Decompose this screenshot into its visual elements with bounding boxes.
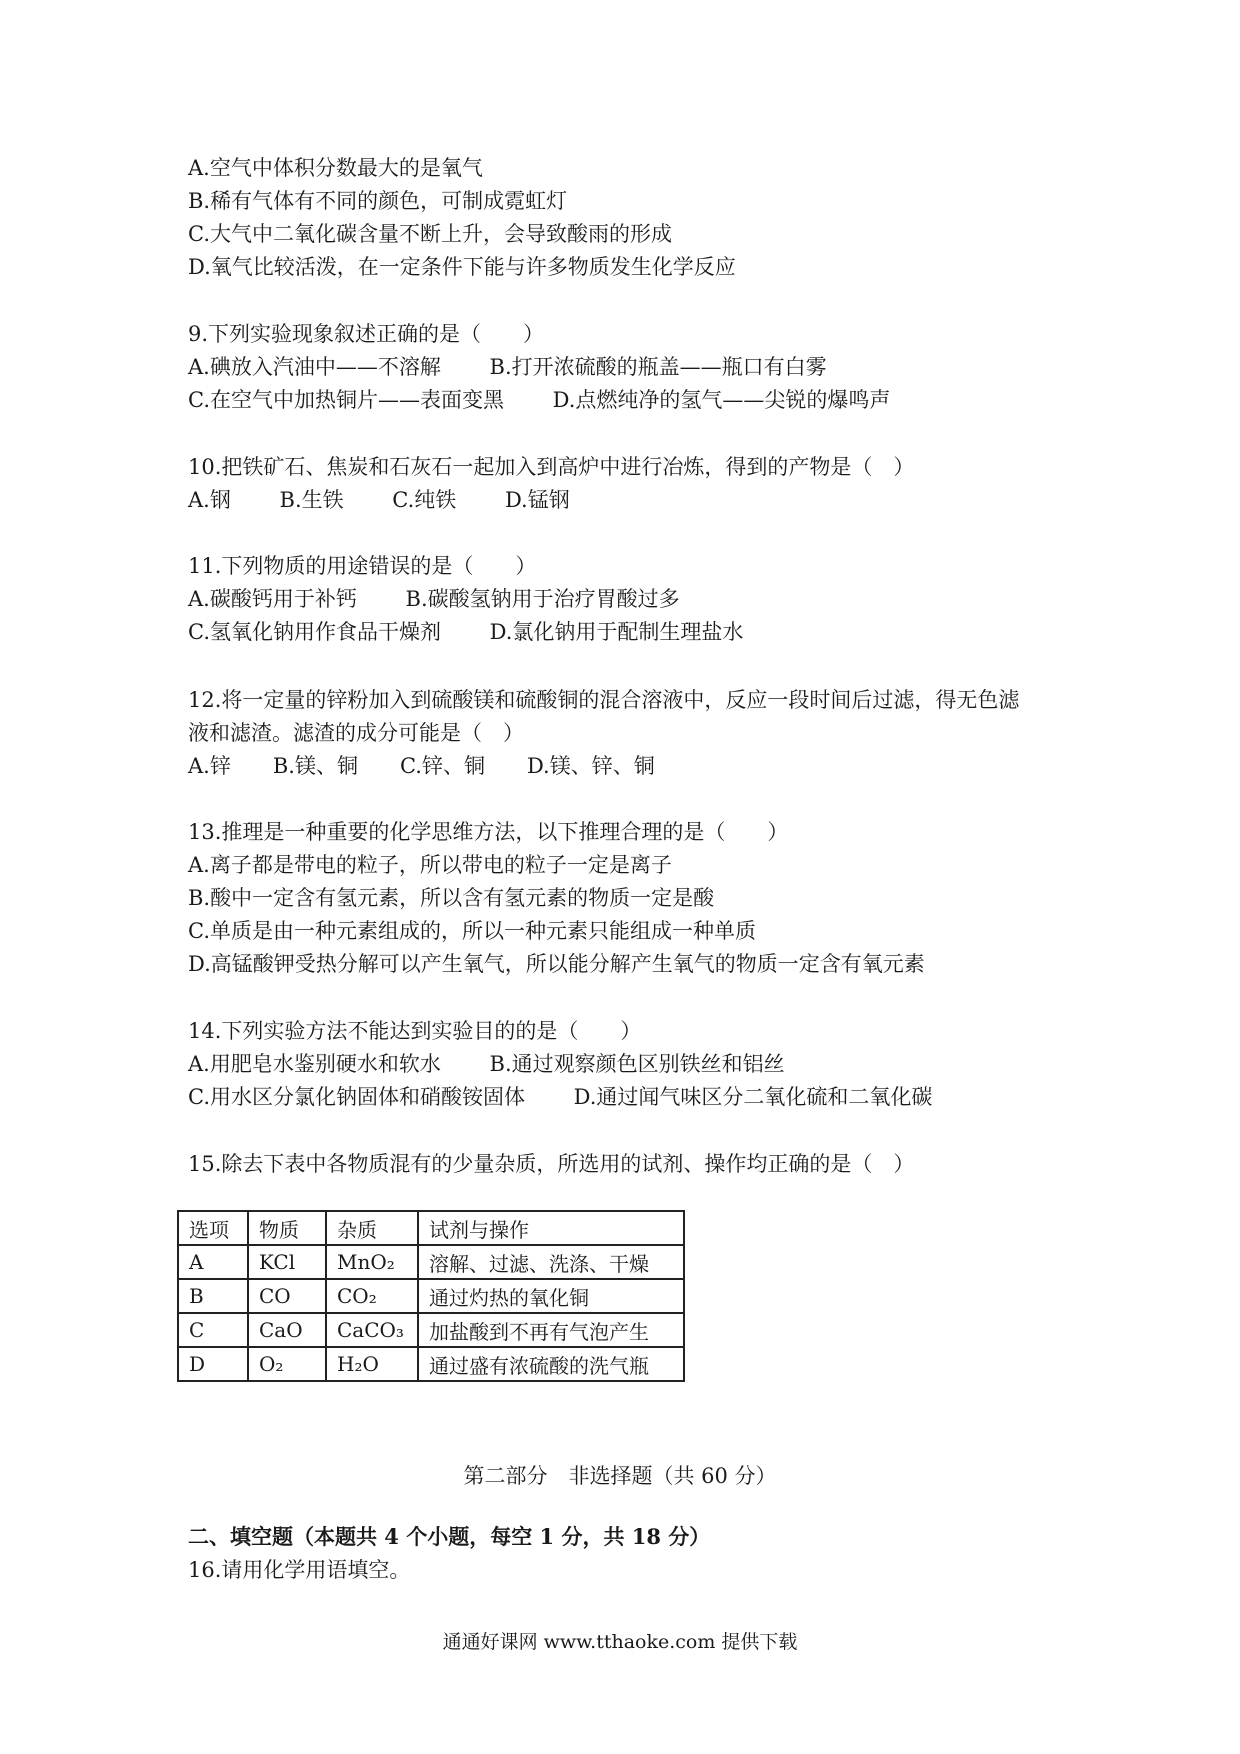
table-cell: 加盐酸到不再有气泡产生 [418, 1313, 684, 1347]
q15-options-table [177, 1210, 685, 1382]
q13-stem: 13.推理是一种重要的化学思维方法，以下推理合理的是（ ） [188, 820, 789, 844]
q11-options-row1: A.碳酸钙用于补钙 B.碳酸氢钠用于治疗胃酸过多 [188, 587, 680, 611]
q15-stem: 15.除去下表中各物质混有的少量杂质，所选用的试剂、操作均正确的是（ ） [188, 1152, 915, 1176]
table-row [178, 1347, 684, 1381]
table-cell: H₂O [326, 1347, 418, 1381]
q16-stem: 16.请用化学用语填空。 [188, 1558, 411, 1582]
q11-stem: 11.下列物质的用途错误的是（ ） [188, 554, 537, 578]
table-cell: O₂ [248, 1347, 326, 1381]
q8-option-b: B.稀有气体有不同的颜色，可制成霓虹灯 [188, 189, 568, 213]
table-cell: MnO₂ [326, 1245, 418, 1279]
q12-stem-line2: 液和滤渣。滤渣的成分可能是（ ） [188, 721, 524, 745]
table-row [178, 1313, 684, 1347]
table-cell: KCl [248, 1245, 326, 1279]
q8-option-c: C.大气中二氧化碳含量不断上升，会导致酸雨的形成 [188, 222, 672, 246]
q14-options-row1: A.用肥皂水鉴别硬水和软水 B.通过观察颜色区别铁丝和铝丝 [188, 1052, 785, 1076]
q13-option-d: D.高锰酸钾受热分解可以产生氧气，所以能分解产生氧气的物质一定含有氧元素 [188, 952, 925, 976]
table-header-cell: 杂质 [326, 1211, 418, 1245]
table-cell: B [178, 1279, 248, 1313]
table-cell: C [178, 1313, 248, 1347]
q9-options-row2: C.在空气中加热铜片——表面变黑 D.点燃纯净的氢气——尖锐的爆鸣声 [188, 388, 891, 412]
part2-title: 第二部分 非选择题（共 60 分） [463, 1464, 777, 1488]
q12-stem-line1: 12.将一定量的锌粉加入到硫酸镁和硫酸铜的混合溶液中，反应一段时间后过滤，得无色滤 [188, 688, 1020, 712]
q13-option-b: B.酸中一定含有氢元素，所以含有氢元素的物质一定是酸 [188, 886, 715, 910]
table-header-row [178, 1211, 684, 1245]
q14-stem: 14.下列实验方法不能达到实验目的的是（ ） [188, 1019, 642, 1043]
section-heading: 二、填空题（本题共 4 个小题，每空 1 分，共 18 分） [188, 1524, 711, 1549]
table-cell: D [178, 1347, 248, 1381]
q10-options: A.钢 B.生铁 C.纯铁 D.锰钢 [188, 488, 570, 512]
table-header-cell: 选项 [178, 1211, 248, 1245]
table-header-cell: 物质 [248, 1211, 326, 1245]
table-row [178, 1279, 684, 1313]
table-cell: A [178, 1245, 248, 1279]
table-cell: 溶解、过滤、洗涤、干燥 [418, 1245, 684, 1279]
table-row [178, 1245, 684, 1279]
table-cell: CO₂ [326, 1279, 418, 1313]
table-cell: 通过盛有浓硫酸的洗气瓶 [418, 1347, 684, 1381]
q13-option-a: A.离子都是带电的粒子，所以带电的粒子一定是离子 [188, 853, 672, 877]
table-cell: CaCO₃ [326, 1313, 418, 1347]
q9-options-row1: A.碘放入汽油中——不溶解 B.打开浓硫酸的瓶盖——瓶口有白雾 [188, 355, 827, 379]
page-footer: 通通好课网 www.tthaoke.com 提供下载 [442, 1631, 798, 1653]
q8-option-a: A.空气中体积分数最大的是氧气 [188, 156, 483, 180]
q8-option-d: D.氧气比较活泼，在一定条件下能与许多物质发生化学反应 [188, 255, 736, 279]
q14-options-row2: C.用水区分氯化钠固体和硝酸铵固体 D.通过闻气味区分二氧化硫和二氧化碳 [188, 1085, 933, 1109]
q12-options: A.锌 B.镁、铜 C.锌、铜 D.镁、锌、铜 [188, 754, 655, 778]
table-cell: 通过灼热的氧化铜 [418, 1279, 684, 1313]
q11-options-row2: C.氢氧化钠用作食品干燥剂 D.氯化钠用于配制生理盐水 [188, 620, 744, 644]
q9-stem: 9.下列实验现象叙述正确的是（ ） [188, 322, 545, 346]
table-cell: CaO [248, 1313, 326, 1347]
table-cell: CO [248, 1279, 326, 1313]
q13-option-c: C.单质是由一种元素组成的，所以一种元素只能组成一种单质 [188, 919, 756, 943]
table-header-cell: 试剂与操作 [418, 1211, 684, 1245]
q10-stem: 10.把铁矿石、焦炭和石灰石一起加入到高炉中进行冶炼，得到的产物是（ ） [188, 455, 915, 479]
